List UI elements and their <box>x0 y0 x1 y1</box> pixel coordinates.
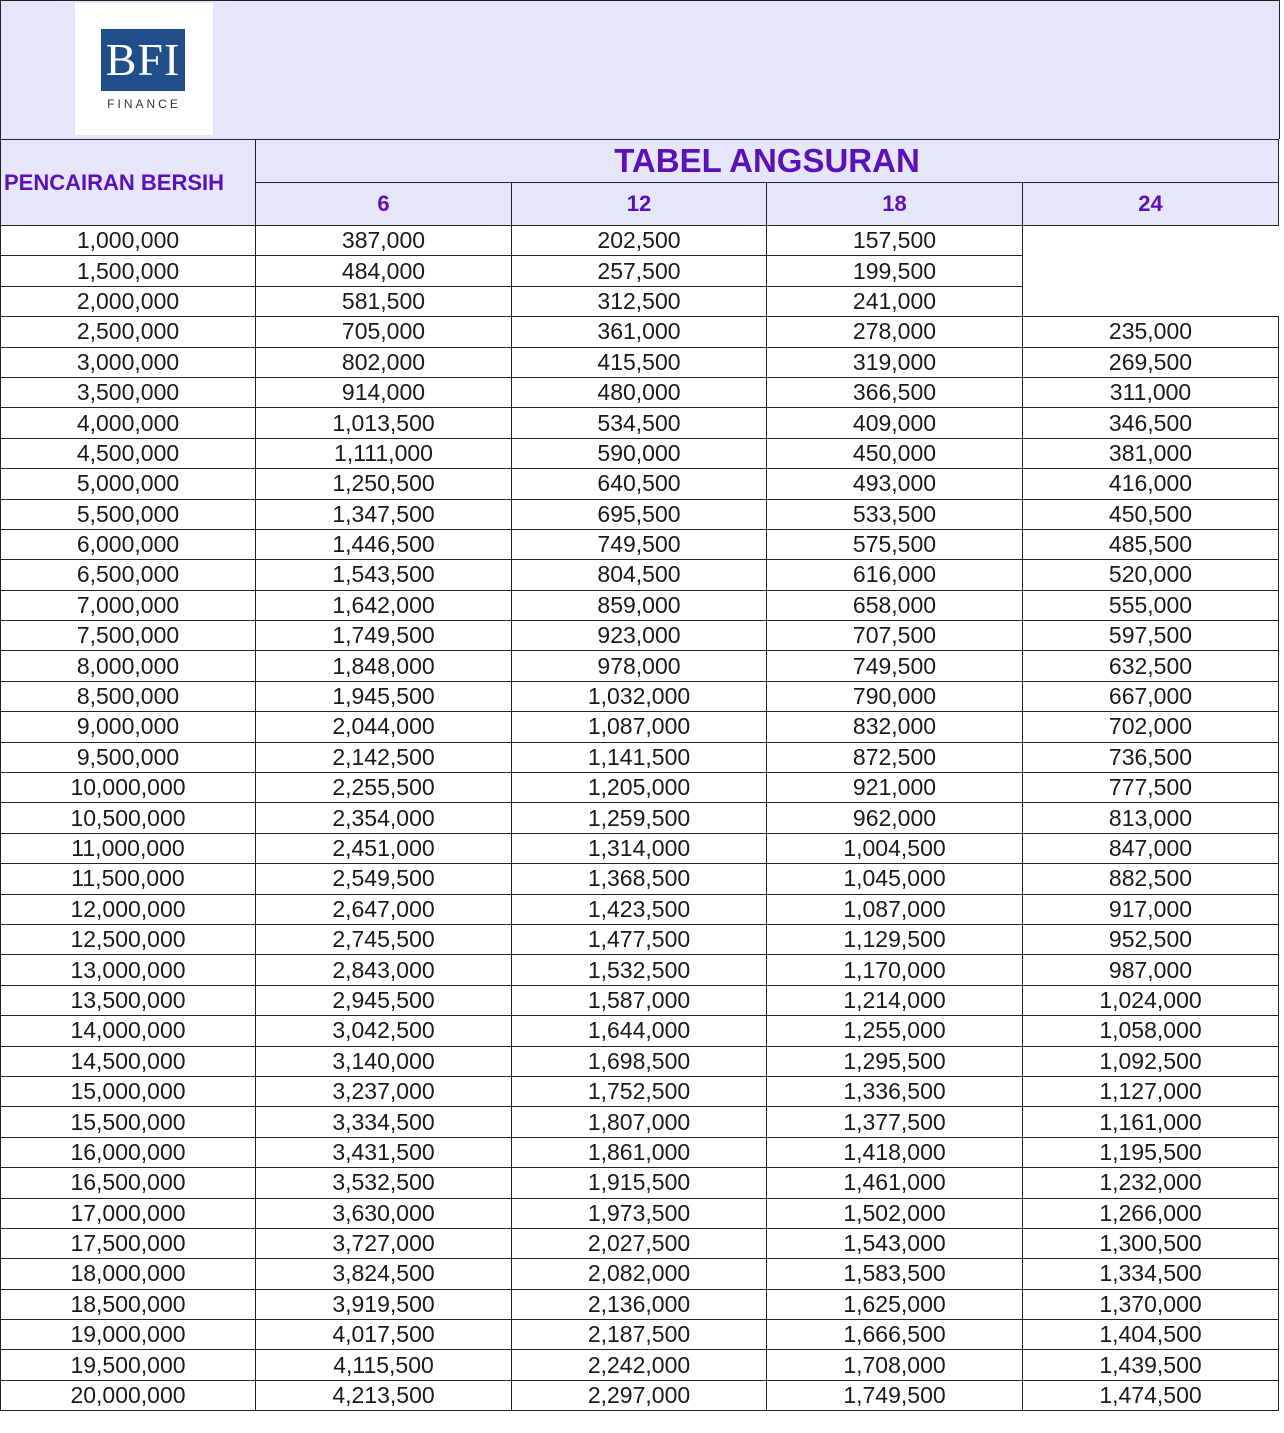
installment-12-cell: 312,500 <box>512 286 767 316</box>
row-header-net-disbursement: PENCAIRAN BERSIH <box>1 140 256 226</box>
installment-24-cell: 1,161,000 <box>1023 1107 1279 1137</box>
installment-24-cell: 917,000 <box>1023 894 1279 924</box>
installment-18-cell: 409,000 <box>767 408 1023 438</box>
installment-24-cell: 235,000 <box>1023 317 1279 347</box>
installment-6-cell: 3,334,500 <box>256 1107 512 1137</box>
installment-24-cell: 450,500 <box>1023 499 1279 529</box>
installment-6-cell: 4,213,500 <box>256 1380 512 1410</box>
installment-24-cell: 1,439,500 <box>1023 1350 1279 1380</box>
installment-12-cell: 1,861,000 <box>512 1137 767 1167</box>
installment-18-cell: 241,000 <box>767 286 1023 316</box>
net-disbursement-cell: 9,500,000 <box>1 742 256 772</box>
installment-24-cell: 1,266,000 <box>1023 1198 1279 1228</box>
installment-24-cell: 346,500 <box>1023 408 1279 438</box>
installment-6-cell: 3,919,500 <box>256 1289 512 1319</box>
table-row <box>1 803 1279 833</box>
installment-18-cell: 366,500 <box>767 377 1023 407</box>
table-title: TABEL ANGSURAN <box>256 140 1279 183</box>
net-disbursement-cell: 19,000,000 <box>1 1320 256 1350</box>
installment-6-cell: 3,630,000 <box>256 1198 512 1228</box>
net-disbursement-cell: 9,000,000 <box>1 712 256 742</box>
table-row <box>1 286 1279 316</box>
installment-12-cell: 2,297,000 <box>512 1380 767 1410</box>
installment-24-cell: 813,000 <box>1023 803 1279 833</box>
installment-6-cell: 1,543,500 <box>256 560 512 590</box>
table-row <box>1 1198 1279 1228</box>
net-disbursement-cell: 12,500,000 <box>1 924 256 954</box>
table-row <box>1 590 1279 620</box>
logo-band <box>0 0 1280 139</box>
net-disbursement-cell: 6,000,000 <box>1 529 256 559</box>
bfi-logo <box>75 3 213 135</box>
tenor-header-12: 12 <box>512 183 767 226</box>
installment-24-cell: 1,232,000 <box>1023 1168 1279 1198</box>
installment-6-cell: 2,451,000 <box>256 833 512 863</box>
installment-6-cell: 2,549,500 <box>256 864 512 894</box>
installment-12-cell: 695,500 <box>512 499 767 529</box>
net-disbursement-cell: 15,000,000 <box>1 1076 256 1106</box>
installment-12-cell: 480,000 <box>512 377 767 407</box>
table-row <box>1 773 1279 803</box>
table-row <box>1 833 1279 863</box>
net-disbursement-cell: 6,500,000 <box>1 560 256 590</box>
installment-6-cell: 2,354,000 <box>256 803 512 833</box>
table-row <box>1 1350 1279 1380</box>
installment-24-cell <box>1023 256 1279 286</box>
installment-18-cell: 1,004,500 <box>767 833 1023 863</box>
installment-6-cell: 3,727,000 <box>256 1228 512 1258</box>
table-row <box>1 1076 1279 1106</box>
installment-18-cell: 319,000 <box>767 347 1023 377</box>
table-row <box>1 985 1279 1015</box>
installment-12-cell: 1,807,000 <box>512 1107 767 1137</box>
net-disbursement-cell: 10,500,000 <box>1 803 256 833</box>
installment-24-cell: 1,195,500 <box>1023 1137 1279 1167</box>
installment-6-cell: 802,000 <box>256 347 512 377</box>
installment-24-cell: 485,500 <box>1023 529 1279 559</box>
installment-18-cell: 1,749,500 <box>767 1380 1023 1410</box>
tenor-header-24: 24 <box>1023 183 1279 226</box>
table-row <box>1 469 1279 499</box>
installment-18-cell: 921,000 <box>767 773 1023 803</box>
installment-12-cell: 1,032,000 <box>512 681 767 711</box>
table-row <box>1 864 1279 894</box>
installment-24-cell: 416,000 <box>1023 469 1279 499</box>
installment-12-cell: 804,500 <box>512 560 767 590</box>
table-row <box>1 317 1279 347</box>
installment-table <box>0 139 1279 1411</box>
tenor-header-18: 18 <box>767 183 1023 226</box>
net-disbursement-cell: 15,500,000 <box>1 1107 256 1137</box>
table-row <box>1 1137 1279 1167</box>
installment-24-cell: 632,500 <box>1023 651 1279 681</box>
installment-6-cell: 387,000 <box>256 226 512 256</box>
table-row <box>1 438 1279 468</box>
installment-6-cell: 2,647,000 <box>256 894 512 924</box>
installment-24-cell: 520,000 <box>1023 560 1279 590</box>
installment-18-cell: 575,500 <box>767 529 1023 559</box>
net-disbursement-cell: 1,500,000 <box>1 256 256 286</box>
table-row <box>1 1228 1279 1258</box>
table-body <box>1 226 1279 1411</box>
installment-18-cell: 749,500 <box>767 651 1023 681</box>
installment-6-cell: 1,347,500 <box>256 499 512 529</box>
table-row <box>1 955 1279 985</box>
installment-18-cell: 1,336,500 <box>767 1076 1023 1106</box>
table-row <box>1 499 1279 529</box>
installment-24-cell: 882,500 <box>1023 864 1279 894</box>
net-disbursement-cell: 19,500,000 <box>1 1350 256 1380</box>
installment-6-cell: 2,255,500 <box>256 773 512 803</box>
installment-12-cell: 1,314,000 <box>512 833 767 863</box>
installment-6-cell: 1,848,000 <box>256 651 512 681</box>
net-disbursement-cell: 8,000,000 <box>1 651 256 681</box>
installment-12-cell: 2,082,000 <box>512 1259 767 1289</box>
installment-12-cell: 1,477,500 <box>512 924 767 954</box>
installment-6-cell: 2,044,000 <box>256 712 512 742</box>
net-disbursement-cell: 3,000,000 <box>1 347 256 377</box>
installment-18-cell: 1,087,000 <box>767 894 1023 924</box>
installment-12-cell: 2,187,500 <box>512 1320 767 1350</box>
net-disbursement-cell: 11,500,000 <box>1 864 256 894</box>
installment-6-cell: 2,843,000 <box>256 955 512 985</box>
installment-12-cell: 1,423,500 <box>512 894 767 924</box>
logo-mark: BFI <box>101 29 185 91</box>
table-row <box>1 742 1279 772</box>
installment-6-cell: 3,532,500 <box>256 1168 512 1198</box>
installment-6-cell: 1,446,500 <box>256 529 512 559</box>
installment-12-cell: 749,500 <box>512 529 767 559</box>
installment-18-cell: 1,543,000 <box>767 1228 1023 1258</box>
installment-6-cell: 484,000 <box>256 256 512 286</box>
installment-6-cell: 1,250,500 <box>256 469 512 499</box>
installment-18-cell: 1,461,000 <box>767 1168 1023 1198</box>
installment-24-cell: 667,000 <box>1023 681 1279 711</box>
net-disbursement-cell: 17,000,000 <box>1 1198 256 1228</box>
table-row <box>1 712 1279 742</box>
net-disbursement-cell: 16,500,000 <box>1 1168 256 1198</box>
installment-24-cell: 311,000 <box>1023 377 1279 407</box>
installment-6-cell: 3,140,000 <box>256 1046 512 1076</box>
net-disbursement-cell: 17,500,000 <box>1 1228 256 1258</box>
table-row <box>1 529 1279 559</box>
installment-6-cell: 2,945,500 <box>256 985 512 1015</box>
installment-18-cell: 962,000 <box>767 803 1023 833</box>
table-row <box>1 1046 1279 1076</box>
installment-18-cell: 278,000 <box>767 317 1023 347</box>
table-row <box>1 1289 1279 1319</box>
installment-18-cell: 450,000 <box>767 438 1023 468</box>
installment-24-cell: 269,500 <box>1023 347 1279 377</box>
installment-6-cell: 2,745,500 <box>256 924 512 954</box>
installment-6-cell: 705,000 <box>256 317 512 347</box>
installment-6-cell: 1,642,000 <box>256 590 512 620</box>
installment-12-cell: 1,205,000 <box>512 773 767 803</box>
net-disbursement-cell: 12,000,000 <box>1 894 256 924</box>
table-row <box>1 651 1279 681</box>
installment-6-cell: 1,111,000 <box>256 438 512 468</box>
net-disbursement-cell: 11,000,000 <box>1 833 256 863</box>
net-disbursement-cell: 1,000,000 <box>1 226 256 256</box>
installment-12-cell: 590,000 <box>512 438 767 468</box>
installment-12-cell: 257,500 <box>512 256 767 286</box>
installment-6-cell: 3,431,500 <box>256 1137 512 1167</box>
installment-24-cell <box>1023 286 1279 316</box>
installment-24-cell: 1,024,000 <box>1023 985 1279 1015</box>
installment-24-cell: 1,370,000 <box>1023 1289 1279 1319</box>
net-disbursement-cell: 7,000,000 <box>1 590 256 620</box>
installment-24-cell: 555,000 <box>1023 590 1279 620</box>
installment-18-cell: 1,418,000 <box>767 1137 1023 1167</box>
logo-subtitle: FINANCE <box>107 97 181 111</box>
installment-6-cell: 581,500 <box>256 286 512 316</box>
installment-18-cell: 1,708,000 <box>767 1350 1023 1380</box>
table-row <box>1 408 1279 438</box>
table-row <box>1 1320 1279 1350</box>
installment-18-cell: 493,000 <box>767 469 1023 499</box>
installment-6-cell: 914,000 <box>256 377 512 407</box>
installment-24-cell: 952,500 <box>1023 924 1279 954</box>
installment-12-cell: 640,500 <box>512 469 767 499</box>
installment-18-cell: 707,500 <box>767 621 1023 651</box>
net-disbursement-cell: 16,000,000 <box>1 1137 256 1167</box>
net-disbursement-cell: 13,000,000 <box>1 955 256 985</box>
installment-6-cell: 2,142,500 <box>256 742 512 772</box>
installment-18-cell: 1,214,000 <box>767 985 1023 1015</box>
table-row <box>1 621 1279 651</box>
net-disbursement-cell: 18,000,000 <box>1 1259 256 1289</box>
installment-12-cell: 1,532,500 <box>512 955 767 985</box>
installment-12-cell: 1,644,000 <box>512 1016 767 1046</box>
installment-18-cell: 790,000 <box>767 681 1023 711</box>
net-disbursement-cell: 5,500,000 <box>1 499 256 529</box>
installment-12-cell: 2,136,000 <box>512 1289 767 1319</box>
installment-6-cell: 4,115,500 <box>256 1350 512 1380</box>
table-row <box>1 1107 1279 1137</box>
installment-24-cell: 381,000 <box>1023 438 1279 468</box>
table-row <box>1 1380 1279 1410</box>
installment-18-cell: 1,502,000 <box>767 1198 1023 1228</box>
installment-12-cell: 923,000 <box>512 621 767 651</box>
installment-24-cell: 1,474,500 <box>1023 1380 1279 1410</box>
table-row <box>1 1168 1279 1198</box>
installment-12-cell: 859,000 <box>512 590 767 620</box>
net-disbursement-cell: 10,000,000 <box>1 773 256 803</box>
net-disbursement-cell: 3,500,000 <box>1 377 256 407</box>
installment-12-cell: 1,973,500 <box>512 1198 767 1228</box>
installment-24-cell: 1,058,000 <box>1023 1016 1279 1046</box>
installment-6-cell: 1,749,500 <box>256 621 512 651</box>
table-row <box>1 226 1279 256</box>
installment-6-cell: 3,042,500 <box>256 1016 512 1046</box>
table-row <box>1 377 1279 407</box>
installment-18-cell: 1,377,500 <box>767 1107 1023 1137</box>
installment-18-cell: 1,170,000 <box>767 955 1023 985</box>
installment-24-cell: 702,000 <box>1023 712 1279 742</box>
net-disbursement-cell: 4,500,000 <box>1 438 256 468</box>
installment-18-cell: 1,666,500 <box>767 1320 1023 1350</box>
net-disbursement-cell: 5,000,000 <box>1 469 256 499</box>
installment-24-cell: 1,127,000 <box>1023 1076 1279 1106</box>
installment-18-cell: 1,583,500 <box>767 1259 1023 1289</box>
installment-24-cell: 987,000 <box>1023 955 1279 985</box>
table-row <box>1 256 1279 286</box>
installment-18-cell: 1,129,500 <box>767 924 1023 954</box>
net-disbursement-cell: 2,000,000 <box>1 286 256 316</box>
installment-6-cell: 4,017,500 <box>256 1320 512 1350</box>
installment-24-cell: 736,500 <box>1023 742 1279 772</box>
installment-12-cell: 1,587,000 <box>512 985 767 1015</box>
table-row <box>1 894 1279 924</box>
installment-12-cell: 1,087,000 <box>512 712 767 742</box>
net-disbursement-cell: 8,500,000 <box>1 681 256 711</box>
installment-18-cell: 1,295,500 <box>767 1046 1023 1076</box>
installment-24-cell: 847,000 <box>1023 833 1279 863</box>
installment-24-cell: 1,334,500 <box>1023 1259 1279 1289</box>
net-disbursement-cell: 20,000,000 <box>1 1380 256 1410</box>
installment-12-cell: 1,259,500 <box>512 803 767 833</box>
net-disbursement-cell: 2,500,000 <box>1 317 256 347</box>
installment-24-cell: 1,404,500 <box>1023 1320 1279 1350</box>
installment-12-cell: 2,242,000 <box>512 1350 767 1380</box>
table-row <box>1 1016 1279 1046</box>
installment-18-cell: 533,500 <box>767 499 1023 529</box>
table-row <box>1 1259 1279 1289</box>
table-row <box>1 560 1279 590</box>
table-row <box>1 347 1279 377</box>
installment-12-cell: 534,500 <box>512 408 767 438</box>
installment-18-cell: 1,625,000 <box>767 1289 1023 1319</box>
installment-6-cell: 1,945,500 <box>256 681 512 711</box>
net-disbursement-cell: 7,500,000 <box>1 621 256 651</box>
installment-6-cell: 3,824,500 <box>256 1259 512 1289</box>
installment-18-cell: 658,000 <box>767 590 1023 620</box>
net-disbursement-cell: 14,000,000 <box>1 1016 256 1046</box>
installment-18-cell: 1,255,000 <box>767 1016 1023 1046</box>
installment-24-cell: 1,300,500 <box>1023 1228 1279 1258</box>
table-row <box>1 924 1279 954</box>
installment-18-cell: 157,500 <box>767 226 1023 256</box>
installment-12-cell: 361,000 <box>512 317 767 347</box>
tenor-header-6: 6 <box>256 183 512 226</box>
installment-12-cell: 202,500 <box>512 226 767 256</box>
installment-24-cell: 1,092,500 <box>1023 1046 1279 1076</box>
net-disbursement-cell: 13,500,000 <box>1 985 256 1015</box>
installment-24-cell: 597,500 <box>1023 621 1279 651</box>
net-disbursement-cell: 14,500,000 <box>1 1046 256 1076</box>
installment-18-cell: 832,000 <box>767 712 1023 742</box>
net-disbursement-cell: 4,000,000 <box>1 408 256 438</box>
installment-6-cell: 1,013,500 <box>256 408 512 438</box>
net-disbursement-cell: 18,500,000 <box>1 1289 256 1319</box>
installment-18-cell: 616,000 <box>767 560 1023 590</box>
installment-12-cell: 1,141,500 <box>512 742 767 772</box>
installment-12-cell: 2,027,500 <box>512 1228 767 1258</box>
installment-18-cell: 1,045,000 <box>767 864 1023 894</box>
installment-18-cell: 199,500 <box>767 256 1023 286</box>
installment-24-cell <box>1023 226 1279 256</box>
installment-12-cell: 978,000 <box>512 651 767 681</box>
table-row <box>1 681 1279 711</box>
installment-24-cell: 777,500 <box>1023 773 1279 803</box>
installment-12-cell: 1,698,500 <box>512 1046 767 1076</box>
installment-18-cell: 872,500 <box>767 742 1023 772</box>
installment-12-cell: 1,915,500 <box>512 1168 767 1198</box>
installment-12-cell: 1,752,500 <box>512 1076 767 1106</box>
installment-12-cell: 415,500 <box>512 347 767 377</box>
installment-12-cell: 1,368,500 <box>512 864 767 894</box>
installment-6-cell: 3,237,000 <box>256 1076 512 1106</box>
